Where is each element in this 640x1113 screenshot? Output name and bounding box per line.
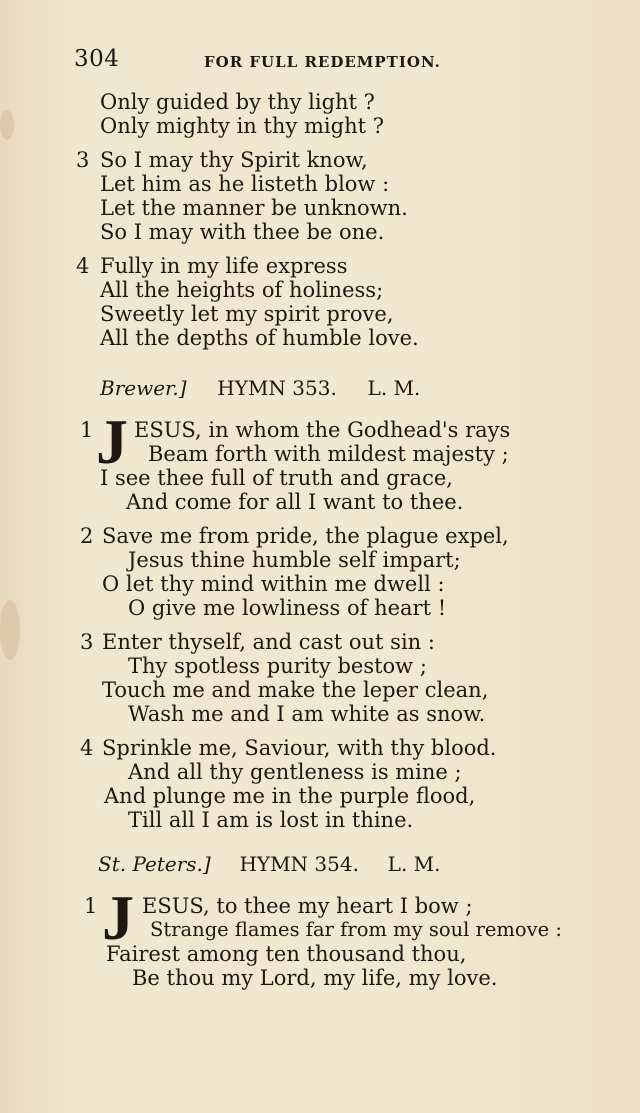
verse-line: And come for all I want to thee. bbox=[126, 490, 464, 514]
hymn-353-heading bbox=[100, 376, 420, 400]
verse-line: All the heights of holiness; bbox=[100, 278, 384, 302]
verse-line: Till all I am is lost in thine. bbox=[128, 808, 414, 832]
verse-line: O give me lowliness of heart ! bbox=[128, 596, 447, 620]
verse-line: So I may with thee be one. bbox=[100, 220, 385, 244]
verse-line: Sweetly let my spirit prove, bbox=[100, 302, 394, 326]
verse-line: ESUS, in whom the Godhead's rays bbox=[134, 418, 511, 442]
tune-name: St. Peters.] bbox=[98, 852, 211, 876]
hymn-meter: L. M. bbox=[387, 852, 441, 876]
verse-line: Let him as he listeth blow : bbox=[100, 172, 390, 196]
verse-line: All the depths of humble love. bbox=[100, 326, 419, 350]
stanza-number: 2 bbox=[80, 524, 94, 548]
verse-line: Thy spotless purity bestow ; bbox=[128, 654, 427, 678]
hymn-title: HYMN 354. bbox=[239, 852, 359, 876]
verse-line: Fully in my life express bbox=[100, 254, 348, 278]
hymn-title: HYMN 353. bbox=[217, 376, 337, 400]
verse-line: Strange flames far from my soul remove : bbox=[150, 918, 562, 941]
stanza-number: 1 bbox=[80, 418, 94, 442]
verse-line: Let the manner be unknown. bbox=[100, 196, 408, 220]
stanza-number: 4 bbox=[76, 254, 90, 278]
stanza-number: 1 bbox=[84, 894, 98, 918]
verse-line: Only mighty in thy might ? bbox=[100, 114, 384, 138]
verse-line: Sprinkle me, Saviour, with thy blood. bbox=[102, 736, 497, 760]
stanza-number: 3 bbox=[76, 148, 90, 172]
drop-cap: J bbox=[96, 406, 128, 477]
verse-line: ESUS, to thee my heart I bow ; bbox=[142, 894, 473, 918]
verse-line: Only guided by thy light ? bbox=[100, 90, 375, 114]
running-head: FOR FULL REDEMPTION. bbox=[204, 53, 441, 71]
verse-line: Save me from pride, the plague expel, bbox=[102, 524, 509, 548]
verse-line: Jesus thine humble self impart; bbox=[128, 548, 461, 572]
verse-line: And all thy gentleness is mine ; bbox=[128, 760, 462, 784]
page-number: 304 bbox=[74, 46, 120, 72]
verse-line: Touch me and make the leper clean, bbox=[102, 678, 489, 702]
tune-name: Brewer.] bbox=[100, 376, 187, 400]
verse-line: And plunge me in the purple flood, bbox=[104, 784, 476, 808]
stanza-number: 4 bbox=[80, 736, 94, 760]
stanza-number: 3 bbox=[80, 630, 94, 654]
verse-line: Be thou my Lord, my life, my love. bbox=[132, 966, 498, 990]
verse-line: Fairest among ten thousand thou, bbox=[106, 942, 467, 966]
drop-cap: J bbox=[102, 882, 134, 953]
verse-line: I see thee full of truth and grace, bbox=[100, 466, 453, 490]
verse-line: O let thy mind within me dwell : bbox=[102, 572, 445, 596]
verse-line: Wash me and I am white as snow. bbox=[128, 702, 486, 726]
hymn-meter: L. M. bbox=[367, 376, 421, 400]
page-header bbox=[74, 46, 474, 76]
verse-line: So I may thy Spirit know, bbox=[100, 148, 368, 172]
hymn-354-heading bbox=[98, 852, 441, 876]
verse-line: Enter thyself, and cast out sin : bbox=[102, 630, 435, 654]
verse-line: Beam forth with mildest majesty ; bbox=[148, 442, 509, 466]
